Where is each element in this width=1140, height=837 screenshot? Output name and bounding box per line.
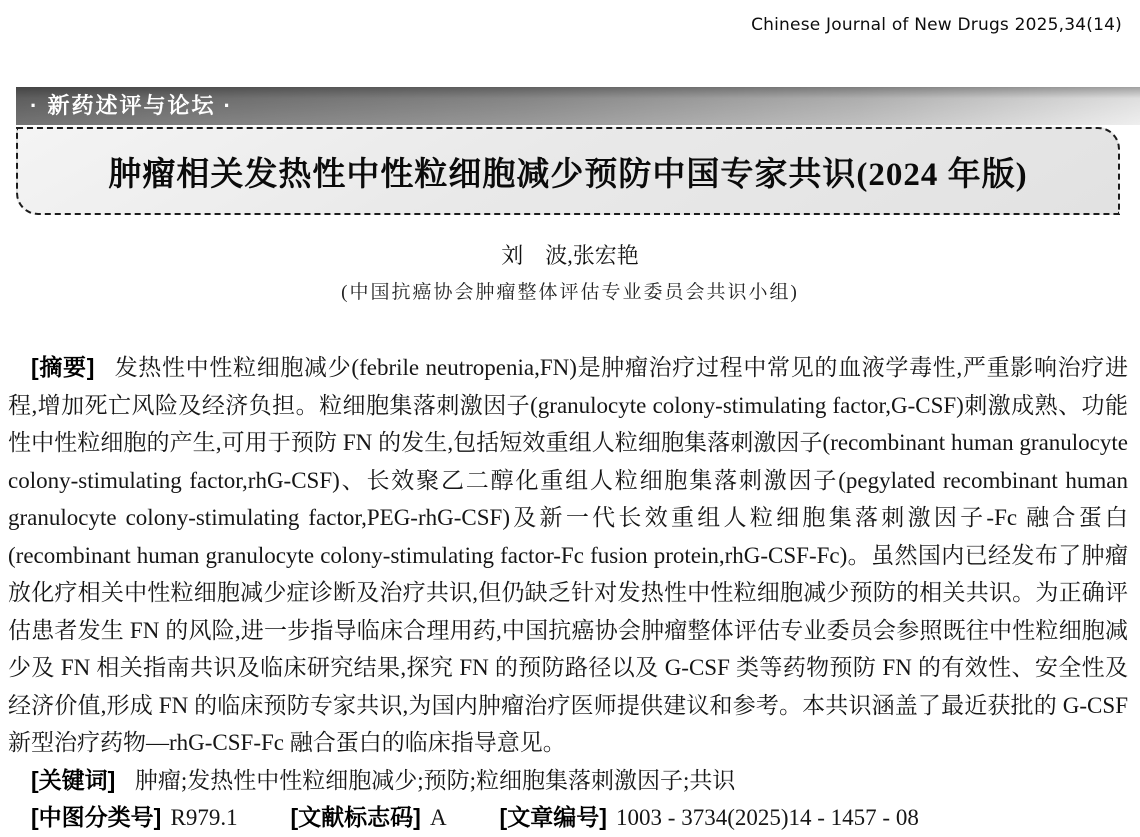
article-id-value: 1003 - 3734(2025)14 - 1457 - 08 (616, 805, 919, 830)
column-banner-label: · 新药述评与论坛 · (30, 93, 233, 118)
affiliation-line: (中国抗癌协会肿瘤整体评估专业委员会共识小组) (341, 282, 799, 303)
authors-line: 刘 波,张宏艳 (501, 243, 639, 268)
keywords-label: [关键词] (31, 766, 116, 793)
classification-line (8, 799, 1128, 837)
title-box (16, 127, 1120, 215)
keywords-paragraph (8, 762, 1128, 800)
abstract-paragraph (8, 349, 1128, 762)
column-banner (16, 87, 1140, 125)
clc-value: R979.1 (170, 805, 238, 830)
keywords-text: 肿瘤;发热性中性粒细胞减少;预防;粒细胞集落刺激因子;共识 (134, 767, 736, 793)
abstract-text: 发热性中性粒细胞减少(febrile neutropenia,FN)是肿瘤治疗过程中常见的血液学毒性,严重影响治疗进程,增加死亡风险及经济负担。粒细胞集落刺激因子(granulocyte colony-stimulating factor,G-CSF)刺激成熟、功能性中性粒细胞的产生,可用于预防 FN 的发生,包括短效重组人粒细胞集落刺激因子(recombinant human granulocyte colony-stimulating factor,rhG-CSF)、长效聚乙二醇化重组人粒细胞集落刺激因子(pegylated recombinant human granulocyte colony-stimulating factor,PEG-rhG-CSF)及新一代长效重组人粒细胞集落刺激因子-Fc 融合蛋白(recombinant human granulocyte colony-stimulating factor-Fc fusion protein,rhG-CSF-Fc)。虽然国内已经发布了肿瘤放化疗相关中性粒细胞减少症诊断及治疗共识,但仍缺乏针对发热性中性粒细胞减少预防的相关共识。为正确评估患者发生 FN 的风险,进一步指导临床合理用药,中国抗癌协会肿瘤整体评估专业委员会参照既往中性粒细胞减少及 FN 相关指南共识及临床研究结果,探究 FN 的预防路径以及 G-CSF 类等药物预防 FN 的有效性、安全性及经济价值,形成 FN 的临床预防专家共识,为国内肿瘤治疗医师提供建议和参考。本共识涵盖了最近获批的 G-CSF 新型治疗药物—rhG-CSF-Fc 融合蛋白的临床指导意见。 (8, 355, 1128, 755)
clc-label: [中图分类号] (31, 804, 162, 830)
journal-header: Chinese Journal of New Drugs 2025,34(14) (751, 15, 1122, 35)
article-id-label: [文章编号] (499, 804, 607, 830)
article-title: 肿瘤相关发热性中性粒细胞减少预防中国专家共识(2024 年版) (108, 156, 1028, 193)
document-code-label: [文献标志码] (290, 804, 421, 830)
front-matter (8, 349, 1128, 837)
document-code-value: A (430, 805, 447, 830)
abstract-label: [摘要] (31, 354, 95, 380)
